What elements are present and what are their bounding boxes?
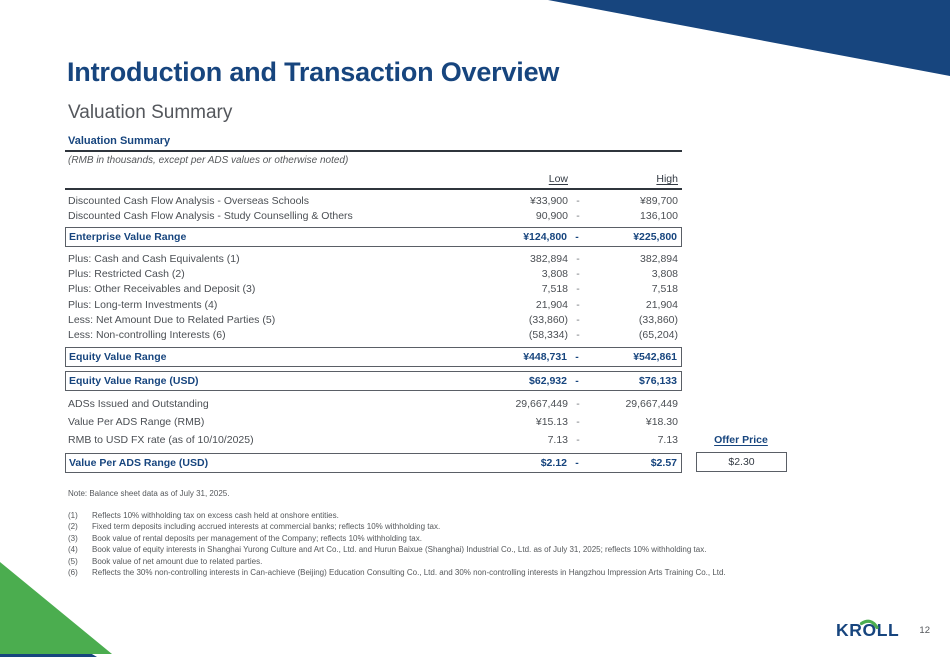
footnote-number: (5) [68,556,78,566]
range-separator: - [575,374,579,387]
row-label: Value Per ADS Range (RMB) [68,415,205,428]
range-separator: - [576,313,580,326]
row-label: ADSs Issued and Outstanding [68,397,209,410]
footnote-item [68,510,785,522]
high-value: 29,667,449 [625,397,678,410]
low-value: $2.12 [540,456,567,469]
row-label: Plus: Long-term Investments (4) [68,298,218,311]
valuation-summary-table [65,135,768,477]
range-separator: - [575,231,579,244]
table-row [65,251,682,266]
table-row [65,413,682,431]
high-value: (33,860) [638,313,678,326]
low-value: 382,894 [530,252,568,265]
table-body [65,190,768,473]
range-separator: - [576,415,580,428]
footnote-item [68,521,785,533]
high-value: $2.57 [650,456,677,469]
table-row [65,193,682,208]
range-separator: - [575,350,579,363]
low-value: ¥448,731 [523,350,567,363]
low-value: 3,808 [541,268,568,281]
table-row [65,395,682,413]
high-value: 136,100 [640,209,678,222]
footnote-text: Reflects the 30% non-controlling interests in Can-achieve (Beijing) Education Consulting Co., Ltd. and 30% non-controlling interests in Hangzhou Impression Arts Training Co., Ltd. [92,568,726,577]
low-value: 90,900 [535,209,568,222]
table-row [65,208,682,223]
kroll-logo [836,619,910,641]
table-title: Valuation Summary [65,135,682,152]
high-value: ¥89,700 [640,194,678,207]
table-row [65,267,682,282]
row-label: Less: Net Amount Due to Related Parties (5) [68,313,276,326]
row-label: Plus: Cash and Cash Equivalents (1) [68,252,240,265]
row-label: RMB to USD FX rate (as of 10/10/2025) [68,433,254,446]
balance-sheet-note: Note: Balance sheet data as of July 31, 2025. [68,489,230,498]
table-row [65,312,682,327]
footnote-number: (4) [68,545,78,554]
table-row [65,453,755,473]
footnote-number: (6) [68,568,78,577]
footnote-text: Book value of equity interests in Shanghai Yurong Culture and Art Co., Ltd. and Hurun Baixue (Shanghai) Industrial Co., Ltd. as of July 31, 2025; reflects 10% withholding tax. [92,545,707,554]
table-row [65,227,682,247]
footnote-item [68,556,785,568]
table-row [65,371,682,391]
low-value: 29,667,449 [515,397,568,410]
footnotes-list [68,510,785,579]
high-value: ¥225,800 [633,231,677,244]
table-row [65,431,768,449]
footnote-item [68,533,785,545]
high-value: ¥18.30 [645,415,678,428]
notes-section [68,488,785,579]
range-separator: - [576,328,580,341]
table-units-note: (RMB in thousands, except per ADS values or otherwise noted) [68,155,349,166]
footnote-item [68,544,785,556]
footnote-number: (1) [68,510,78,520]
footnote-number: (3) [68,533,78,543]
low-value: ¥33,900 [530,194,568,207]
kroll-logo-text: KROLL [836,620,900,640]
footer [836,619,930,641]
range-separator: - [575,456,579,469]
top-right-accent-shape [548,0,950,76]
offer-price-label: Offer Price [714,433,768,446]
range-separator: - [576,433,580,446]
slide-subtitle: Valuation Summary [68,102,233,123]
high-value: $76,133 [639,374,677,387]
range-separator: - [576,209,580,222]
row-label: Discounted Cash Flow Analysis - Study Counselling & Others [68,209,353,222]
offer-price-box: $2.30 [696,452,787,472]
row-label: Plus: Restricted Cash (2) [68,268,185,281]
range-separator: - [576,194,580,207]
range-separator: - [576,252,580,265]
footnote-text: Reflects 10% withholding tax on excess cash held at onshore entities. [92,510,339,520]
low-value: 7.13 [547,433,568,446]
row-label: Enterprise Value Range [69,231,187,244]
slide-title: Introduction and Transaction Overview [67,57,560,87]
row-label: Less: Non-controlling Interests (6) [68,328,226,341]
row-label: Value Per ADS Range (USD) [69,456,209,469]
high-value: 3,808 [651,268,678,281]
row-label: Equity Value Range (USD) [69,374,199,387]
footnote-number: (2) [68,522,78,531]
low-value: (33,860) [528,313,568,326]
high-value: 7.13 [657,433,678,446]
range-separator: - [576,397,580,410]
table-row [65,327,682,342]
row-label: Equity Value Range [69,350,167,363]
low-value: ¥15.13 [535,415,568,428]
table-row [65,347,682,367]
row-label: Plus: Other Receivables and Deposit (3) [68,283,256,296]
footnote-text: Fixed term deposits including accrued interests at commercial banks; reflects 10% withholding tax. [92,522,441,531]
footnote-text: Book value of rental deposits per management of the Company; reflects 10% withholding tax. [92,533,422,543]
table-row [65,282,682,297]
footnote-item [68,567,785,579]
table-row [65,297,682,312]
row-label: Discounted Cash Flow Analysis - Overseas Schools [68,194,310,207]
low-value: $62,932 [529,374,567,387]
range-separator: - [576,283,580,296]
column-header-high: High [656,173,678,185]
page-number: 12 [919,624,930,636]
high-value: 7,518 [651,283,678,296]
high-value: (65,204) [638,328,678,341]
low-value: 21,904 [535,298,568,311]
low-value: 7,518 [541,283,568,296]
column-header-low: Low [548,173,568,185]
footnote-text: Book value of net amount due to related parties. [92,556,263,566]
high-value: 21,904 [645,298,678,311]
high-value: 382,894 [640,252,678,265]
range-separator: - [576,298,580,311]
low-value: ¥124,800 [523,231,567,244]
low-value: (58,334) [528,328,568,341]
table-header-row [65,167,682,190]
high-value: ¥542,861 [633,350,677,363]
range-separator: - [576,268,580,281]
